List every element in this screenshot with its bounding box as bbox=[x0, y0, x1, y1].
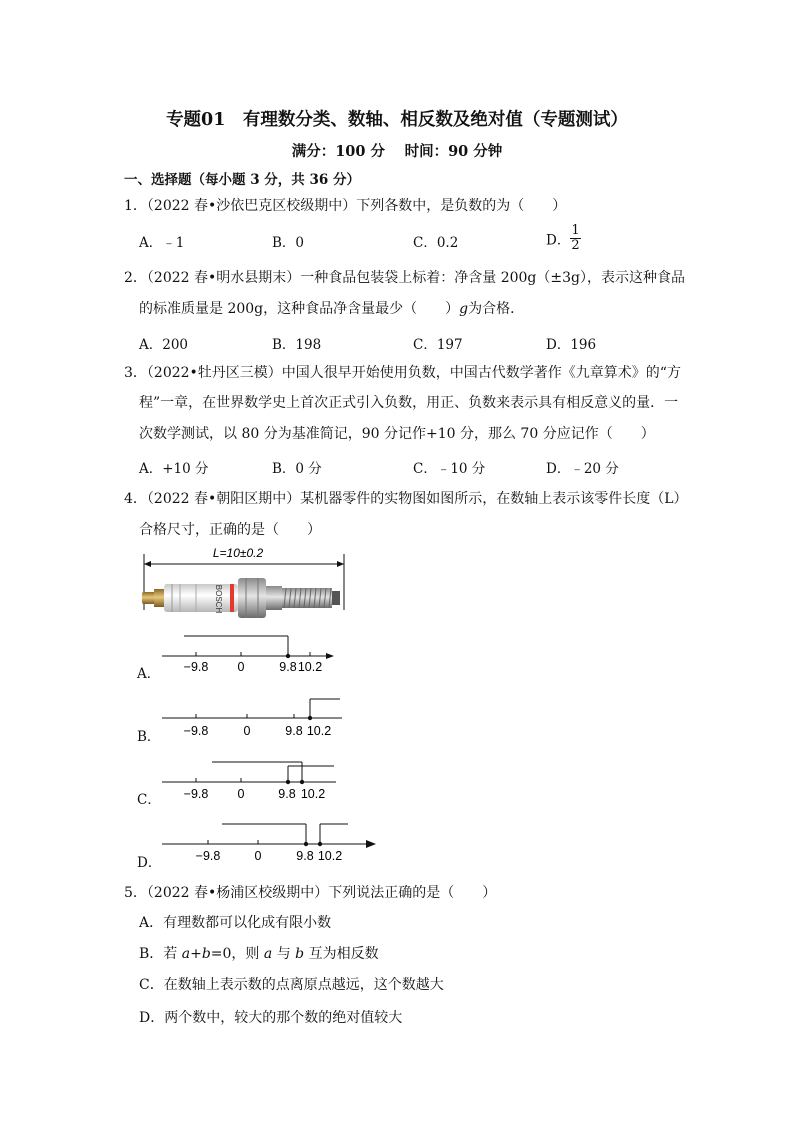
question-3-line-2: 程”一章，在世界数学史上首次正式引入负数，用正、负数来表示具有相反意义的量．一 bbox=[139, 395, 679, 411]
tick-label: −9.8 bbox=[195, 849, 221, 863]
tick-label: 9.8 bbox=[279, 660, 297, 674]
option-b-suffix: 互为相反数 bbox=[304, 946, 379, 962]
question-1-stem: 1．（2022 春•沙依巴克区校级期中）下列各数中，是负数的为（ ） bbox=[124, 198, 567, 214]
option-b-prefix: B．若 bbox=[139, 946, 182, 962]
red-stripe bbox=[230, 584, 234, 612]
question-5-option-b bbox=[139, 944, 379, 964]
fraction-denominator: 2 bbox=[571, 238, 580, 253]
question-5-option-a: A．有理数都可以化成有限小数 bbox=[139, 915, 332, 931]
question-2-option-d: D．196 bbox=[546, 337, 597, 353]
question-4-line-2: 合格尺寸，正确的是（ ） bbox=[139, 522, 321, 538]
page-subtitle: 满分：100 分 时间：90 分钟 bbox=[291, 143, 503, 160]
question-4-option-a: A． bbox=[137, 666, 161, 682]
math-variable-a: a bbox=[263, 946, 273, 962]
question-3-option-a: A．+10 分 bbox=[139, 461, 209, 477]
axis-arrow bbox=[366, 840, 376, 848]
math-variable-b: b bbox=[295, 946, 305, 962]
solid-endpoint bbox=[300, 780, 304, 784]
number-line-c bbox=[150, 754, 350, 804]
tick-label: −9.8 bbox=[183, 787, 209, 801]
question-4-option-b: B． bbox=[137, 729, 161, 745]
question-4-option-d: D． bbox=[137, 855, 162, 871]
solid-endpoint bbox=[308, 716, 312, 720]
solid-endpoint bbox=[304, 842, 308, 846]
solid-endpoint bbox=[286, 780, 290, 784]
tick-label: −9.8 bbox=[183, 660, 209, 674]
ceramic-insulator bbox=[164, 584, 238, 612]
tick-label: 9.8 bbox=[296, 849, 314, 863]
solid-endpoint bbox=[286, 654, 290, 658]
tick-label: 0 bbox=[254, 849, 262, 863]
tick-label: 0 bbox=[237, 660, 245, 674]
washer bbox=[266, 586, 282, 610]
question-3-option-c: C．﹣10 分 bbox=[413, 461, 486, 477]
section-heading: 一、选择题（每小题 3 分，共 36 分） bbox=[124, 172, 360, 188]
tick-label: 10.2 bbox=[317, 849, 343, 863]
option-b-mid2: 与 bbox=[272, 946, 296, 962]
tick-label: 10.2 bbox=[300, 787, 326, 801]
question-2-option-b: B．198 bbox=[272, 337, 322, 353]
solid-endpoint bbox=[318, 842, 322, 846]
question-4-line-1: 4．（2022 春•朝阳区期中）某机器零件的实物图如图所示，在数轴上表示该零件长度（L） bbox=[124, 491, 688, 507]
question-2-option-c: C．197 bbox=[413, 337, 463, 353]
tick-label: 0 bbox=[243, 724, 251, 738]
unit-g: g bbox=[459, 301, 469, 317]
hex-nut bbox=[238, 578, 266, 618]
option-b-mid: =0，则 bbox=[210, 946, 264, 962]
number-line-b bbox=[150, 693, 350, 743]
question-1-option-d-label: D． bbox=[546, 232, 571, 249]
dimension-arrow-right bbox=[337, 561, 344, 567]
question-2-line-1: 2．（2022 春•明水县期末）一种食品包装袋上标着：净含量 200g（±3g），表示这种食品 bbox=[124, 270, 685, 286]
question-5-option-c: C．在数轴上表示数的点离原点越远，这个数越大 bbox=[139, 977, 444, 993]
spark-plug-figure bbox=[136, 540, 356, 630]
question-1-option-c: C．0.2 bbox=[413, 235, 459, 251]
question-2-option-a: A．200 bbox=[139, 337, 189, 353]
number-line-d bbox=[150, 816, 382, 866]
question-1-option-b: B．0 bbox=[272, 235, 305, 251]
question-3-option-d: D．﹣20 分 bbox=[546, 461, 619, 477]
fraction-numerator: 1 bbox=[571, 223, 580, 238]
question-3-line-1: 3．（2022•牡丹区三模）中国人很早开始使用负数，中国古代数学著作《九章算术》的“方 bbox=[124, 365, 681, 381]
question-4-option-c: C． bbox=[137, 792, 161, 808]
dimension-arrow-left bbox=[144, 561, 151, 567]
question-1-option-a: A．﹣1 bbox=[139, 235, 185, 251]
electrode bbox=[332, 591, 340, 605]
tick-label: 10.2 bbox=[297, 660, 323, 674]
tick-label: 9.8 bbox=[278, 787, 296, 801]
math-expression: a+b bbox=[181, 946, 211, 962]
brand-text: BOSCH bbox=[214, 584, 223, 614]
question-2-line-2-text: 的标准质量是 200g，这种食品净含量最少（ ） bbox=[139, 301, 460, 317]
terminal-ring bbox=[154, 589, 164, 607]
tick-label: 9.8 bbox=[285, 724, 303, 738]
number-line-a bbox=[150, 628, 350, 678]
axis-arrow bbox=[326, 653, 334, 659]
tick-label: −9.8 bbox=[183, 724, 209, 738]
dimension-label: L=10±0.2 bbox=[212, 546, 264, 560]
question-3-line-3: 次数学测试，以 80 分为基准简记，90 分记作+10 分，那么 70 分应记作（ ） bbox=[139, 426, 655, 442]
question-2-line-2 bbox=[139, 299, 524, 319]
question-2-line-2-tail: 为合格． bbox=[468, 301, 525, 317]
question-5-stem: 5．（2022 春•杨浦区校级期中）下列说法正确的是（ ） bbox=[124, 885, 497, 901]
fraction bbox=[570, 224, 580, 253]
terminal-nut bbox=[142, 592, 156, 604]
page-title: 专题01 有理数分类、数轴、相反数及绝对值（专题测试） bbox=[166, 110, 628, 130]
tick-label: 10.2 bbox=[306, 724, 332, 738]
question-1-option-d bbox=[546, 224, 581, 253]
question-5-option-d: D．两个数中，较大的那个数的绝对值较大 bbox=[139, 1010, 403, 1026]
question-3-option-b: B．0 分 bbox=[272, 461, 322, 477]
tick-label: 0 bbox=[237, 787, 245, 801]
